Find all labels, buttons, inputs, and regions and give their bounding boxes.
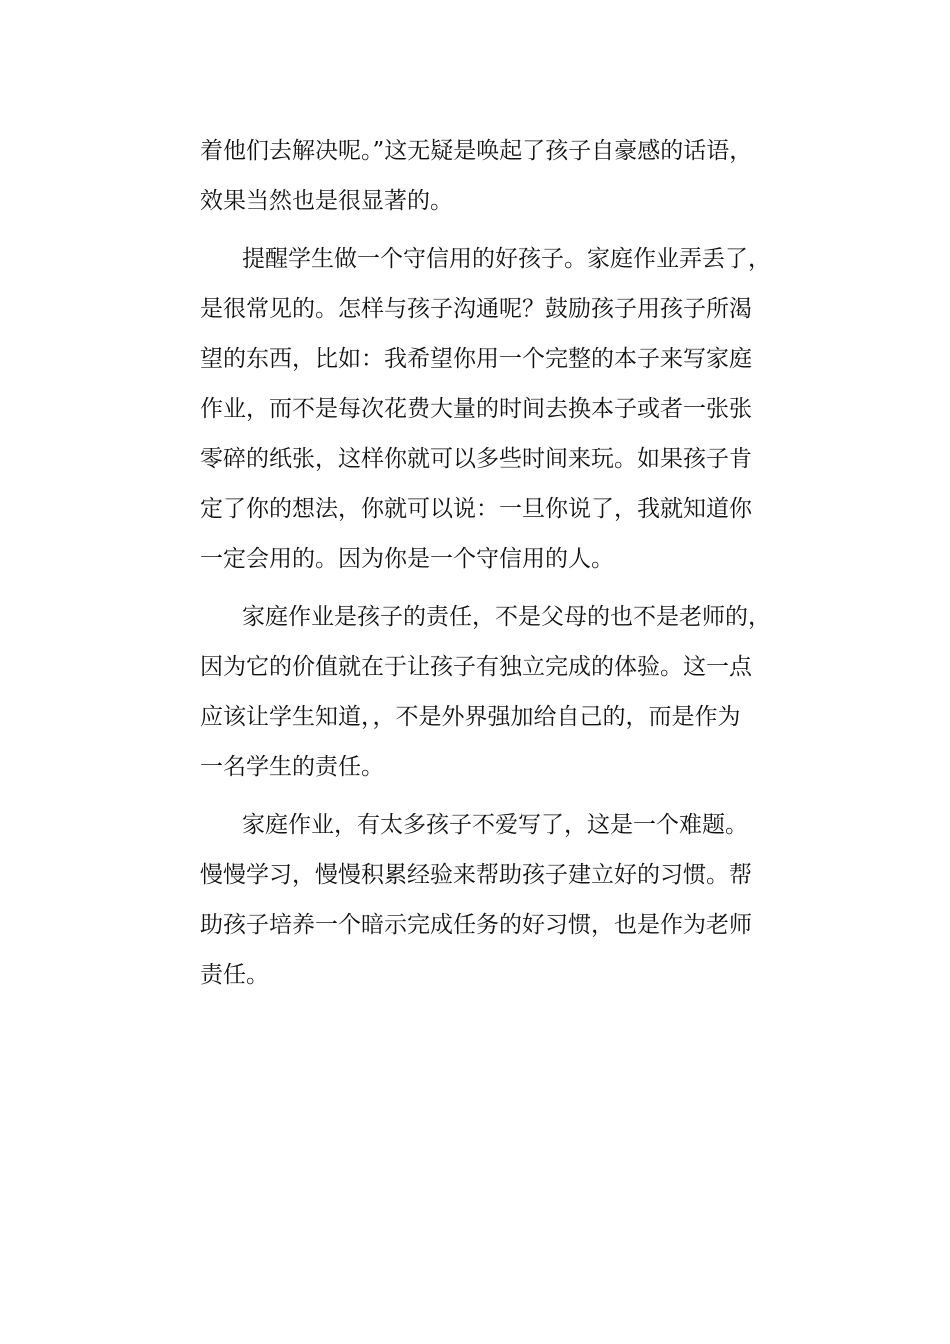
text-line: 因为它的价值就在于让孩子有独立完成的体验。这一点 (200, 654, 752, 680)
paragraph-gap (200, 584, 760, 592)
text-line: 责任。 (200, 962, 269, 988)
document-body (200, 126, 771, 1000)
paragraph-1 (200, 126, 760, 226)
text-line: 慢慢学习，慢慢积累经验来帮助孩子建立好的习惯。帮 (200, 862, 752, 888)
text-line: 作业，而不是每次花费大量的时间去换本子或者一张张 (200, 396, 752, 422)
paragraph-gap (200, 792, 760, 800)
paragraph-3 (200, 592, 771, 792)
text-line: 着他们去解决呢。”这无疑是唤起了孩子自豪感的话语， (200, 138, 753, 164)
text-line: 一名学生的责任。 (200, 754, 384, 780)
text-line: 定了你的想法，你就可以说：一旦你说了，我就知道你 (200, 496, 752, 522)
text-line: 零碎的纸张，这样你就可以多些时间来玩。如果孩子肯 (200, 446, 752, 472)
paragraph-gap (200, 226, 760, 234)
paragraph-4 (200, 800, 760, 1000)
text-line: 提醒学生做一个守信用的好孩子。家庭作业弄丢了， (242, 246, 771, 272)
text-line: 望的东西，比如：我希望你用一个完整的本子来写家庭 (200, 346, 752, 372)
paragraph-2 (200, 234, 771, 584)
text-line: 效果当然也是很显著的。 (200, 188, 453, 214)
text-line: 家庭作业，有太多孩子不爱写了，这是一个难题。 (242, 812, 748, 838)
text-line: 助孩子培养一个暗示完成任务的好习惯，也是作为老师 (200, 912, 752, 938)
text-line: 一定会用的。因为你是一个守信用的人。 (200, 546, 614, 572)
text-line: 家庭作业是孩子的责任，不是父母的也不是老师的， (242, 604, 771, 630)
text-line: 应该让学生知道，，不是外界强加给自己的，而是作为 (200, 704, 741, 730)
text-line: 是很常见的。怎样与孩子沟通呢？鼓励孩子用孩子所渴 (200, 296, 752, 322)
